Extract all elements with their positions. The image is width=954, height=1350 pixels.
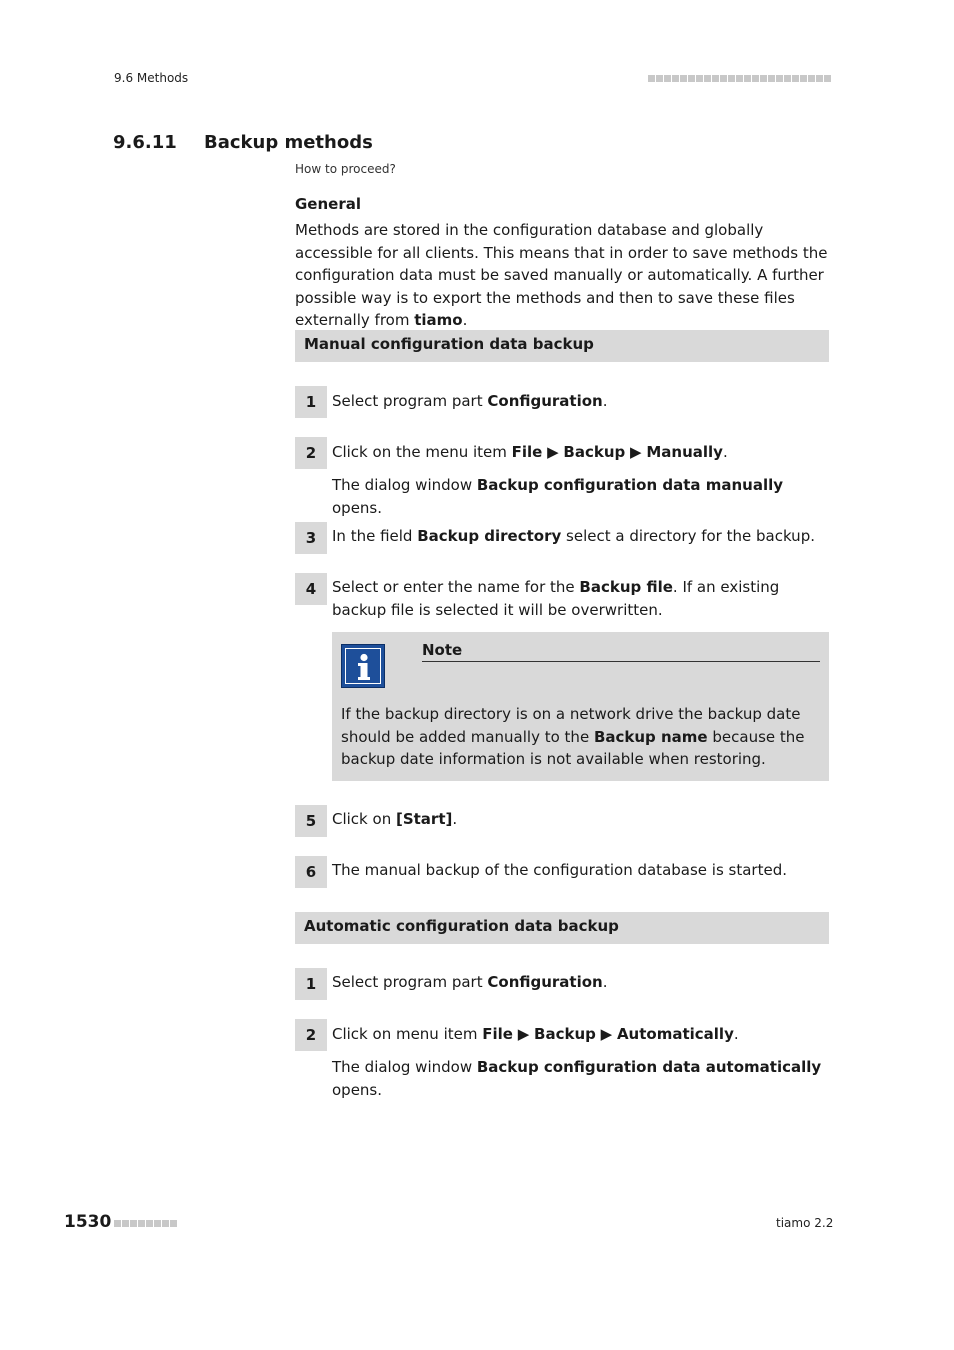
- step-number: 1: [295, 968, 327, 1000]
- step-text: Click on menu item File ▶ Backup ▶ Automatically.: [332, 1025, 739, 1043]
- menu-arrow-icon: ▶: [595, 1025, 617, 1043]
- general-paragraph: Methods are stored in the configuration database and globally accessible for all clients. This means that in order to save methods the configuration data must be saved manually or automatically. A further possible way is to export the methods and then to save these files externally from tiamo.: [295, 221, 828, 330]
- step-number: 3: [295, 522, 327, 554]
- general-heading: General: [295, 195, 361, 213]
- note-text: If the backup directory is on a network drive the backup date should be added manually to the Backup name because the backup date information is not available when restoring.: [341, 705, 805, 769]
- section-title: Backup methods: [204, 132, 373, 153]
- footer-decoration: [114, 1220, 177, 1227]
- step-number: 6: [295, 856, 327, 888]
- automatic-backup-heading: Automatic configuration data backup: [295, 912, 829, 944]
- step-text: Click on [Start].: [332, 810, 458, 828]
- product-name: tiamo 2.2: [776, 1216, 834, 1230]
- note-title: Note: [422, 641, 820, 662]
- note-box: [332, 632, 829, 781]
- menu-arrow-icon: ▶: [512, 1025, 535, 1043]
- section-number: 9.6.11: [113, 132, 177, 153]
- step-text: Select or enter the name for the Backup file. If an existing backup file is selected it will be overwritten.: [332, 578, 780, 619]
- step-number: 2: [295, 437, 327, 469]
- step-text: In the field Backup directory select a directory for the backup.: [332, 527, 815, 545]
- step-result: The dialog window Backup configuration data automatically opens.: [332, 1058, 822, 1099]
- manual-backup-heading: Manual configuration data backup: [295, 330, 829, 362]
- step-number: 4: [295, 573, 327, 605]
- step-text: Select program part Configuration.: [332, 973, 608, 991]
- header-decoration: [648, 75, 831, 82]
- step-number: 5: [295, 805, 327, 837]
- menu-arrow-icon: ▶: [625, 443, 647, 461]
- step-result: The dialog window Backup configuration data manually opens.: [332, 476, 784, 517]
- running-header-section: 9.6 Methods: [114, 71, 189, 85]
- step-number: 2: [295, 1019, 327, 1051]
- step-text: The manual backup of the configuration database is started.: [332, 861, 787, 879]
- page-number: 1530: [64, 1212, 112, 1232]
- step-text: Click on the menu item File ▶ Backup ▶ Manually.: [332, 443, 728, 461]
- section-subtitle: How to proceed?: [295, 162, 396, 176]
- menu-arrow-icon: ▶: [542, 443, 564, 461]
- step-number: 1: [295, 386, 327, 418]
- info-icon: [341, 644, 385, 688]
- step-text: Select program part Configuration.: [332, 392, 608, 410]
